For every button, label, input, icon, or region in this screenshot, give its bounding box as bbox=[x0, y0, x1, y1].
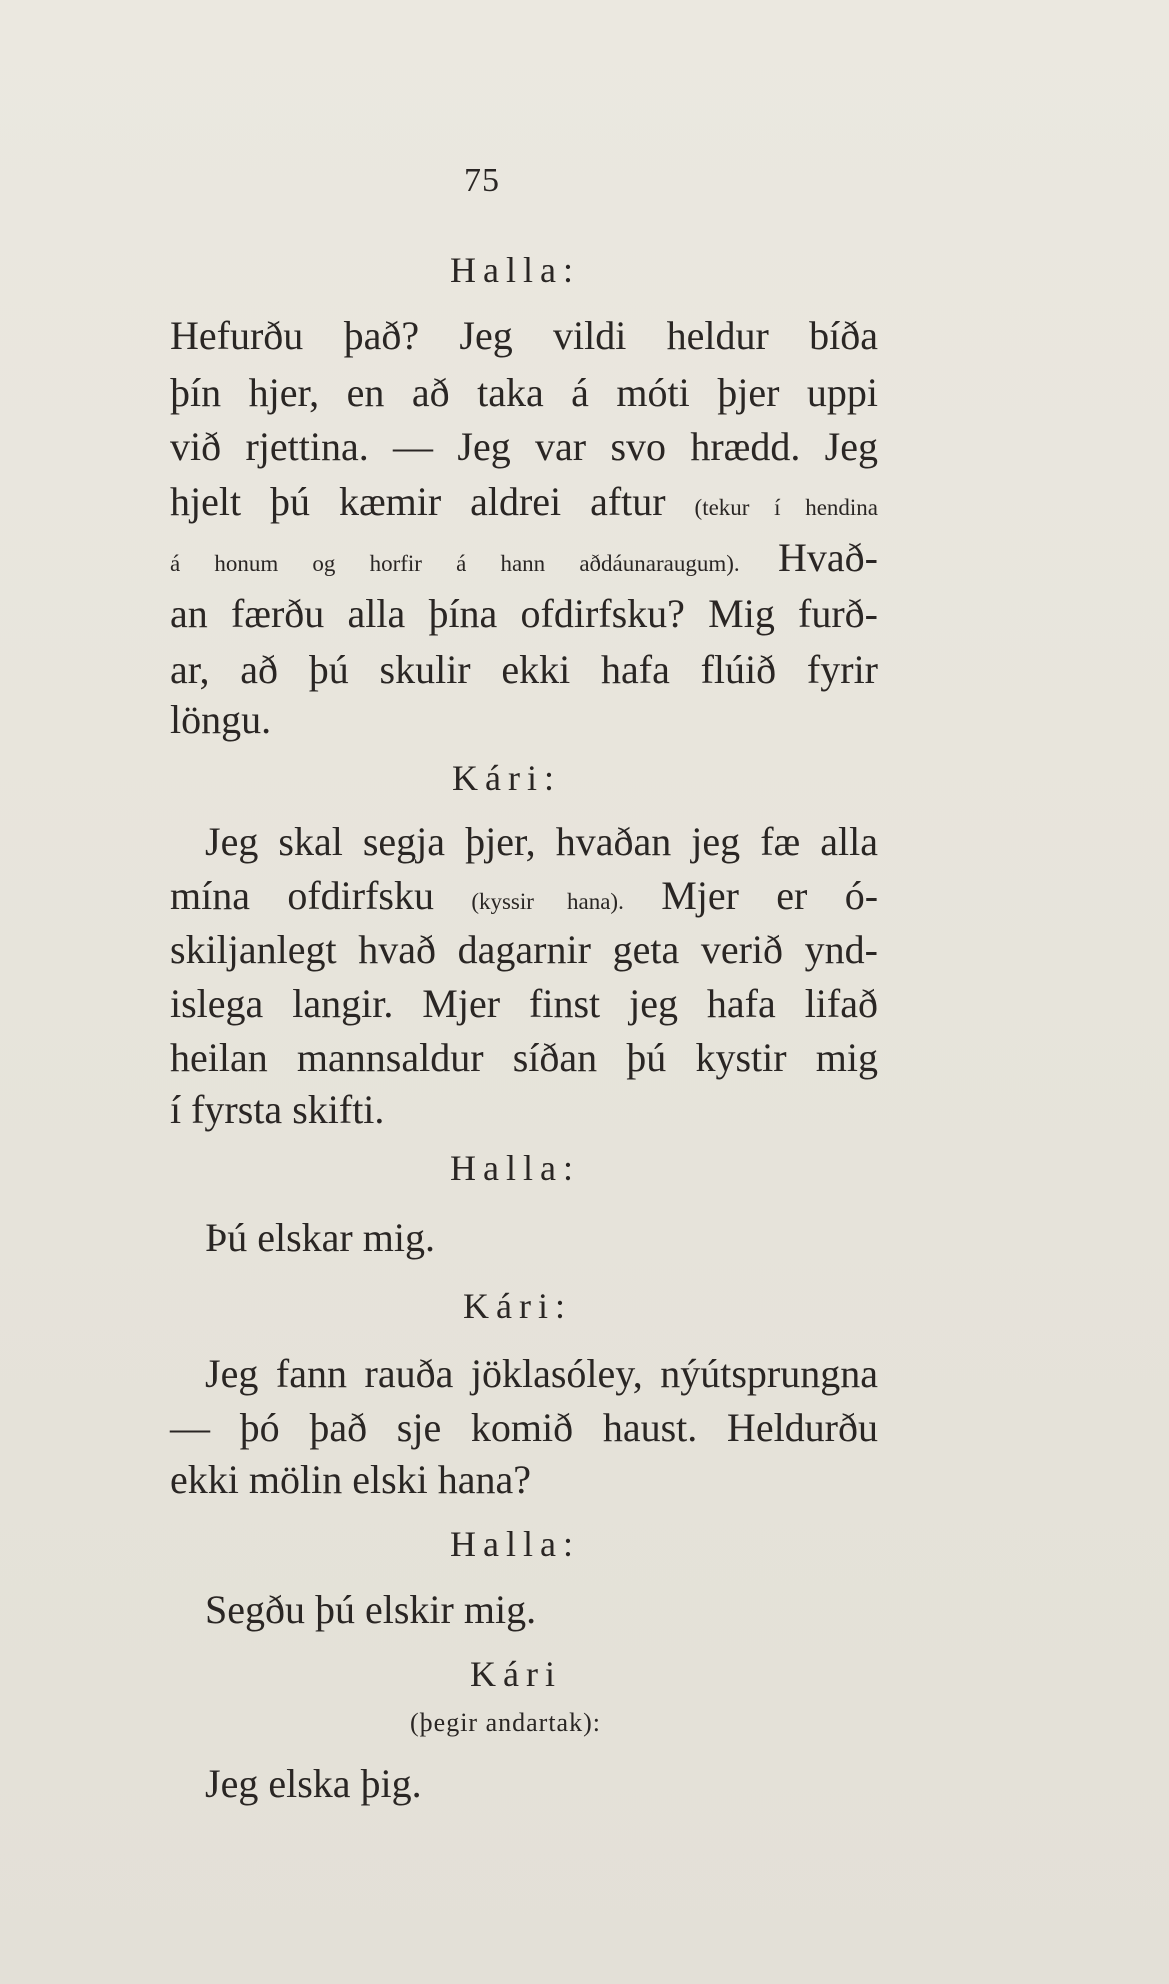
text-line: Jeg fann rauða jöklasóley, nýútsprungna bbox=[205, 1351, 878, 1396]
speaker-kari: Kári: bbox=[452, 758, 561, 798]
line-text: Mjer er ó- bbox=[661, 873, 879, 918]
speaker-halla: Halla: bbox=[450, 250, 580, 290]
text-line: við rjettina. — Jeg var svo hrædd. Jeg bbox=[170, 424, 878, 469]
text-line: heilan mannsaldur síðan þú kystir mig bbox=[170, 1035, 878, 1080]
text-line: Segðu þú elskir mig. bbox=[205, 1587, 537, 1632]
text-line bbox=[170, 873, 879, 918]
text-line: ekki mölin elski hana? bbox=[170, 1457, 532, 1502]
text-line: an færðu alla þína ofdirfsku? Mig furð- bbox=[170, 591, 878, 636]
text-line: löngu. bbox=[170, 697, 272, 742]
text-line: í fyrsta skifti. bbox=[170, 1087, 385, 1132]
speaker-halla: Halla: bbox=[450, 1524, 580, 1564]
line-text: hjelt þú kæmir aldrei aftur bbox=[170, 479, 666, 524]
text-line: Hefurðu það? Jeg vildi heldur bíða bbox=[170, 313, 878, 358]
text-line: ar, að þú skulir ekki hafa flúið fyrir bbox=[170, 647, 878, 692]
text-line: islega langir. Mjer finst jeg hafa lifað bbox=[170, 981, 878, 1026]
text-line bbox=[170, 479, 878, 524]
text-line: skiljanlegt hvað dagarnir geta verið ynd- bbox=[170, 927, 878, 972]
speaker-halla: Halla: bbox=[450, 1148, 580, 1188]
text-line: — þó það sje komið haust. Heldurðu bbox=[170, 1405, 878, 1450]
text-line: Jeg skal segja þjer, hvaðan jeg fæ alla bbox=[205, 819, 878, 864]
speaker-kari: Kári: bbox=[463, 1286, 572, 1326]
stage-direction: (tekur í hendina bbox=[694, 495, 878, 520]
text-line: Þú elskar mig. bbox=[205, 1215, 435, 1260]
text-line: Jeg elska þig. bbox=[205, 1761, 422, 1806]
speaker-kari: Kári bbox=[470, 1654, 562, 1694]
stage-direction: á honum og horfir á hann aðdáunaraugum). bbox=[170, 551, 740, 576]
text-line bbox=[170, 535, 878, 580]
stage-direction: (þegir andartak): bbox=[410, 1708, 601, 1737]
line-text: Hvað- bbox=[778, 535, 878, 580]
line-text: mína ofdirfsku bbox=[170, 873, 434, 918]
text-line: þín hjer, en að taka á móti þjer uppi bbox=[170, 370, 878, 415]
stage-direction: (kyssir hana). bbox=[471, 889, 624, 914]
page-number: 75 bbox=[464, 162, 500, 199]
